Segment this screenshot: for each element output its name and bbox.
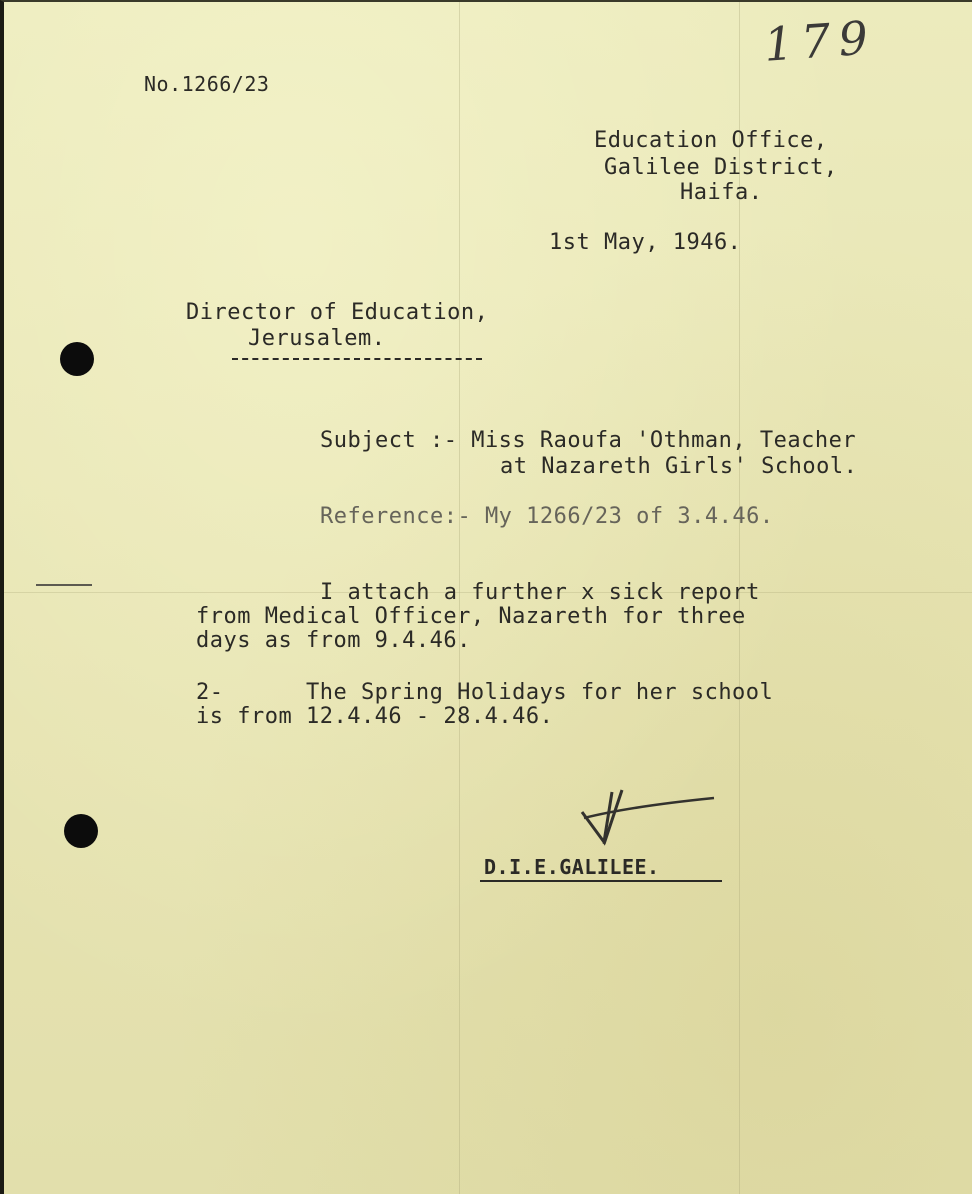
recipient-line-1: Director of Education, <box>186 300 489 325</box>
reference-line: Reference:- My 1266/23 of 3.4.46. <box>320 504 774 529</box>
page-number: 179 <box>762 10 878 72</box>
signature-mark <box>564 782 734 852</box>
signature-block: D.I.E.GALILEE. <box>484 855 660 879</box>
para1-line-2: from Medical Officer, Nazareth for three <box>196 604 746 629</box>
para1-line-1: I attach a further x sick report <box>320 580 760 605</box>
sender-line-1: Education Office, <box>594 128 828 153</box>
punch-hole <box>60 342 94 376</box>
sender-line-2: Galilee District, <box>604 155 838 180</box>
para2-line-2: is from 12.4.46 - 28.4.46. <box>196 704 554 729</box>
para1-line-3: days as from 9.4.46. <box>196 628 471 653</box>
ref-number: No.1266/23 <box>144 72 270 96</box>
recipient-underline <box>232 358 482 360</box>
signature-underline <box>480 880 722 882</box>
subject-line-1: Subject :- Miss Raoufa 'Othman, Teacher <box>320 428 857 453</box>
margin-dash <box>36 584 92 586</box>
punch-hole <box>64 814 98 848</box>
para2-line-1: 2- The Spring Holidays for her school <box>196 680 774 705</box>
recipient-line-2: Jerusalem. <box>248 326 386 351</box>
sender-line-3: Haifa. <box>680 180 763 205</box>
letter-date: 1st May, 1946. <box>549 230 742 255</box>
subject-line-2: at Nazareth Girls' School. <box>500 454 858 479</box>
